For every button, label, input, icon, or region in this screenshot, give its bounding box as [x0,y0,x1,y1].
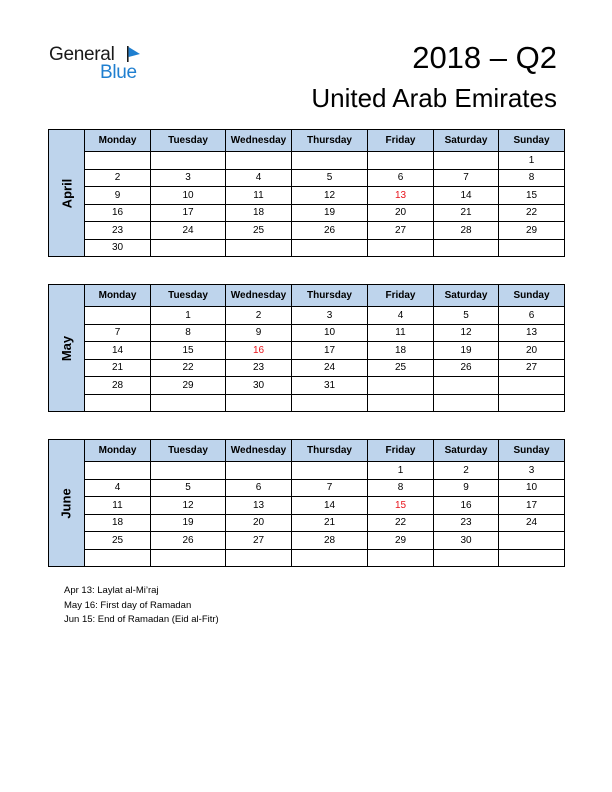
day-cell: 20 [226,514,292,532]
day-cell: 7 [292,479,368,497]
day-cell [226,462,292,480]
day-cell [368,377,434,395]
day-cell: 28 [434,222,499,240]
day-cell: 8 [499,169,565,187]
day-cell: 27 [499,359,565,377]
day-cell: 26 [292,222,368,240]
weekday-header: Monday [85,130,151,152]
day-cell: 26 [434,359,499,377]
day-cell: 7 [85,324,151,342]
day-cell: 2 [226,307,292,325]
day-cell [85,462,151,480]
day-cell [292,549,368,567]
day-cell: 20 [368,204,434,222]
day-cell: 30 [434,532,499,550]
day-cell [292,239,368,257]
week-row [49,497,565,515]
day-cell [226,549,292,567]
day-cell [499,377,565,395]
day-cell [434,152,499,170]
week-row [49,342,565,360]
calendar-june [48,439,564,567]
weekday-header: Tuesday [151,440,226,462]
day-cell [151,394,226,412]
day-cell: 30 [85,239,151,257]
day-cell: 9 [226,324,292,342]
week-row [49,359,565,377]
day-cell: 29 [499,222,565,240]
day-cell: 3 [151,169,226,187]
day-cell: 1 [151,307,226,325]
month-label-cell [49,130,85,257]
day-cell: 21 [292,514,368,532]
day-cell: 9 [434,479,499,497]
day-cell: 13 [499,324,565,342]
day-cell [292,462,368,480]
day-cell [499,532,565,550]
day-cell: 25 [368,359,434,377]
day-cell: 22 [499,204,565,222]
day-cell [85,307,151,325]
day-cell: 12 [434,324,499,342]
day-cell: 30 [226,377,292,395]
calendar-april [48,129,564,257]
logo-text-general: General [49,44,115,65]
week-row [49,377,565,395]
day-cell: 21 [434,204,499,222]
day-cell: 16 [226,342,292,360]
day-cell: 29 [368,532,434,550]
calendar-may [48,284,564,412]
day-cell: 19 [292,204,368,222]
day-cell: 6 [499,307,565,325]
day-cell: 2 [85,169,151,187]
week-row [49,169,565,187]
day-cell: 23 [226,359,292,377]
day-cell [226,152,292,170]
day-cell: 6 [368,169,434,187]
day-cell: 18 [85,514,151,532]
day-cell: 4 [226,169,292,187]
weekday-header: Friday [368,130,434,152]
weekday-header: Monday [85,285,151,307]
weekday-header: Friday [368,440,434,462]
day-cell: 14 [434,187,499,205]
day-cell: 17 [151,204,226,222]
day-cell [434,239,499,257]
day-cell: 23 [434,514,499,532]
day-cell [151,239,226,257]
day-cell: 17 [499,497,565,515]
weekday-header: Thursday [292,440,368,462]
flag-icon [127,46,141,62]
weekday-header: Monday [85,440,151,462]
day-cell: 9 [85,187,151,205]
day-cell: 25 [85,532,151,550]
day-cell: 18 [226,204,292,222]
day-cell: 22 [368,514,434,532]
day-cell: 27 [368,222,434,240]
day-cell [151,152,226,170]
day-cell: 15 [151,342,226,360]
week-row [49,204,565,222]
day-cell: 24 [151,222,226,240]
day-cell [434,549,499,567]
day-cell: 7 [434,169,499,187]
month-table [48,439,565,567]
week-row [49,549,565,567]
month-label: May [58,335,74,361]
day-cell [226,239,292,257]
month-table [48,284,565,412]
day-cell [151,549,226,567]
weekday-header: Wednesday [226,440,292,462]
day-cell: 8 [151,324,226,342]
week-row [49,394,565,412]
weekday-header: Saturday [434,440,499,462]
day-cell [368,394,434,412]
day-cell: 1 [499,152,565,170]
day-cell: 28 [292,532,368,550]
week-row [49,479,565,497]
day-cell [368,549,434,567]
holiday-note: May 16: First day of Ramadan [64,599,192,611]
month-label: June [59,487,74,519]
day-cell: 5 [434,307,499,325]
day-cell: 15 [499,187,565,205]
day-cell: 16 [434,497,499,515]
day-cell: 26 [151,532,226,550]
day-cell [434,377,499,395]
day-cell: 11 [226,187,292,205]
weekday-header: Wednesday [226,130,292,152]
weekday-header: Saturday [434,285,499,307]
week-row [49,222,565,240]
generalblue-logo [49,44,149,84]
day-cell: 23 [85,222,151,240]
month-table [48,129,565,257]
day-cell: 19 [151,514,226,532]
week-row [49,239,565,257]
day-cell: 4 [368,307,434,325]
logo-text-blue: Blue [100,62,137,83]
day-cell: 2 [434,462,499,480]
day-cell: 1 [368,462,434,480]
week-row [49,462,565,480]
day-cell: 21 [85,359,151,377]
day-cell: 13 [226,497,292,515]
week-row [49,514,565,532]
month-label-cell [49,285,85,412]
week-row [49,324,565,342]
day-cell: 29 [151,377,226,395]
day-cell: 24 [499,514,565,532]
day-cell: 20 [499,342,565,360]
day-cell: 14 [292,497,368,515]
day-cell [292,394,368,412]
weekday-header: Saturday [434,130,499,152]
day-cell: 14 [85,342,151,360]
day-cell: 24 [292,359,368,377]
day-cell [292,152,368,170]
day-cell [499,549,565,567]
day-cell: 16 [85,204,151,222]
day-cell: 31 [292,377,368,395]
day-cell [434,394,499,412]
day-cell: 5 [292,169,368,187]
day-cell: 17 [292,342,368,360]
weekday-header: Thursday [292,130,368,152]
day-cell: 18 [368,342,434,360]
day-cell [368,239,434,257]
day-cell: 3 [499,462,565,480]
day-cell: 28 [85,377,151,395]
day-cell: 11 [368,324,434,342]
weekday-header: Thursday [292,285,368,307]
country-name: United Arab Emirates [311,83,557,113]
day-cell [499,394,565,412]
day-cell [226,394,292,412]
day-cell [85,394,151,412]
day-cell: 27 [226,532,292,550]
day-cell [499,239,565,257]
day-cell: 12 [292,187,368,205]
day-cell: 4 [85,479,151,497]
day-cell [151,462,226,480]
day-cell: 5 [151,479,226,497]
day-cell [368,152,434,170]
day-cell: 13 [368,187,434,205]
day-cell: 19 [434,342,499,360]
weekday-header: Tuesday [151,285,226,307]
month-label: April [59,178,74,208]
weekday-header: Sunday [499,285,565,307]
day-cell: 8 [368,479,434,497]
weekday-header: Friday [368,285,434,307]
weekday-header: Sunday [499,440,565,462]
weekday-header: Tuesday [151,130,226,152]
weekday-header: Wednesday [226,285,292,307]
day-cell [85,549,151,567]
page-title: 2018 – Q2 [412,40,557,75]
day-cell: 22 [151,359,226,377]
holiday-note: Jun 15: End of Ramadan (Eid al-Fitr) [64,614,219,625]
day-cell: 6 [226,479,292,497]
day-cell: 25 [226,222,292,240]
month-label-cell [49,440,85,567]
day-cell: 3 [292,307,368,325]
day-cell: 10 [499,479,565,497]
holiday-notes [64,584,219,628]
day-cell: 10 [292,324,368,342]
week-row [49,532,565,550]
week-row [49,187,565,205]
day-cell: 15 [368,497,434,515]
day-cell: 10 [151,187,226,205]
weekday-header: Sunday [499,130,565,152]
day-cell: 12 [151,497,226,515]
week-row [49,307,565,325]
week-row [49,152,565,170]
day-cell [85,152,151,170]
day-cell: 11 [85,497,151,515]
holiday-note: Apr 13: Laylat al-Mi’raj [64,585,159,596]
